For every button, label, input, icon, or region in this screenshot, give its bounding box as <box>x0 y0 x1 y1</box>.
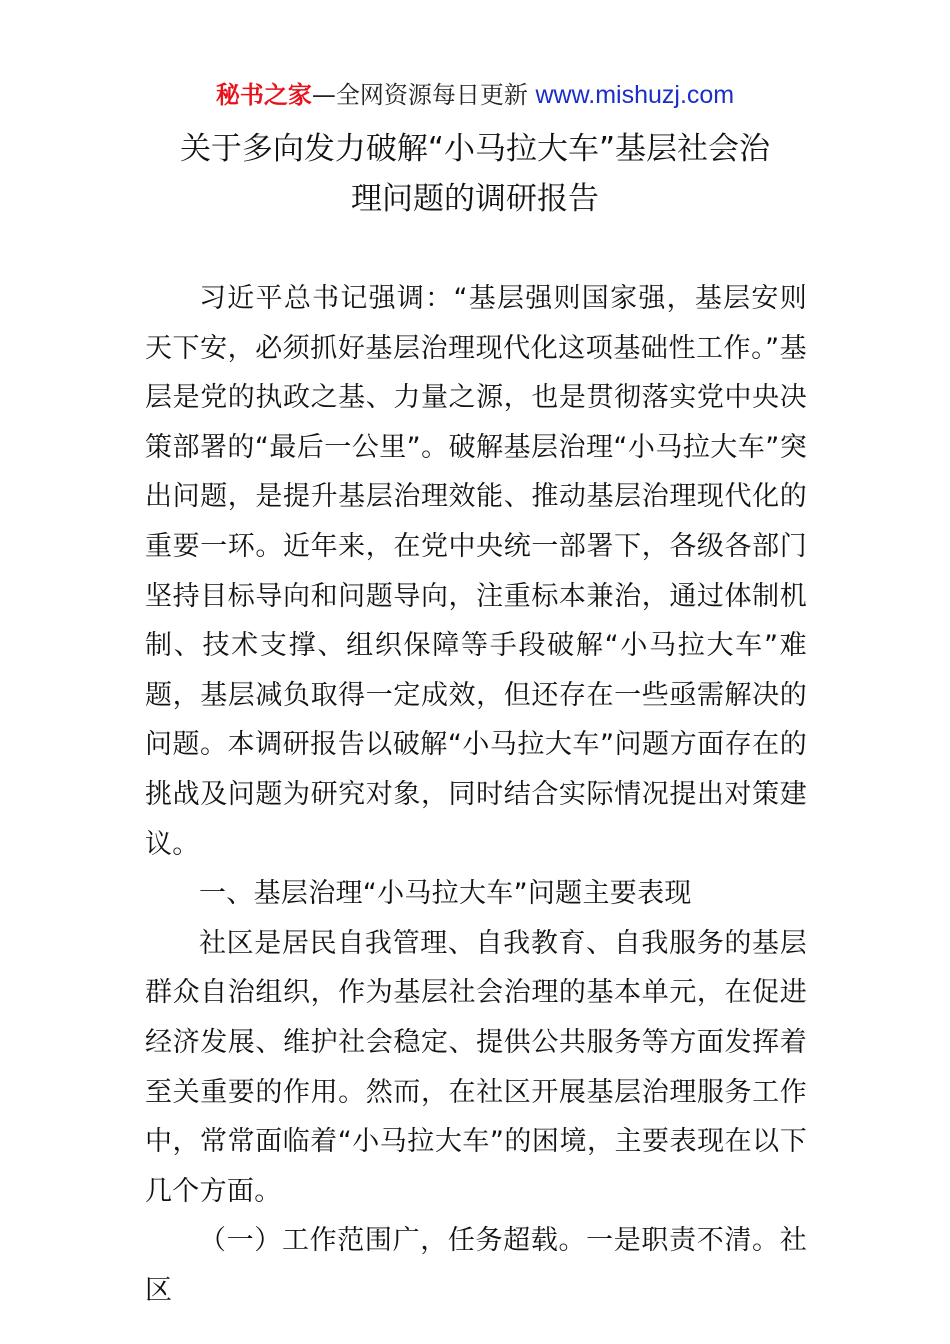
site-url-link[interactable]: www.mishuzj.com <box>535 81 735 109</box>
header-tagline: 全网资源每日更新 <box>335 81 528 109</box>
section-heading-1: 一、基层治理“小马拉大车”问题主要表现 <box>199 878 692 910</box>
intro-paragraph: 习近平总书记强调：“基层强则国家强，基层安则天下安，必须抓好基层治理现代化这项基础性工作。”基层是党的执政之基、力量之源，也是贯彻落实党中央决策部署的“最后一公里”。破解基层治理“小马拉大车”突出问题，是提升基层治理效能、推动基层治理现代化的重要一环。近年来，在党中央统一部署下，各级各部门坚持目标导向和问题导向，注重标本兼治，通过体制机制、技术支撑、组织保障等手段破解“小马拉大车”难题，基层减负取得一定成效，但还存在一些亟需解决的问题。本调研报告以破解“小马拉大车”问题方面存在的挑战及问题为研究对象，同时结合实际情况提出对策建议。 <box>145 283 807 860</box>
title-line-1: 关于多向发力破解“小马拉大车”基层社会治 <box>179 131 771 167</box>
site-header <box>0 78 950 112</box>
brand-name[interactable]: 秘书之家 <box>215 81 312 109</box>
section-1-paragraph: 社区是居民自我管理、自我教育、自我服务的基层群众自治组织，作为基层社会治理的基本单元，在促进经济发展、维护社会稳定、提供公共服务等方面发挥着至关重要的作用。然而，在社区开展基层治理服务工作中，常常面临着“小马拉大车”的困境，主要表现在以下几个方面。 <box>145 927 807 1207</box>
title-line-2: 理问题的调研报告 <box>351 181 599 217</box>
header-dash: — <box>311 81 336 109</box>
document-title <box>120 124 830 224</box>
subsection-1-paragraph: （一）工作范围广，任务超载。一是职责不清。社区 <box>145 1225 807 1306</box>
document-body <box>145 274 807 1315</box>
